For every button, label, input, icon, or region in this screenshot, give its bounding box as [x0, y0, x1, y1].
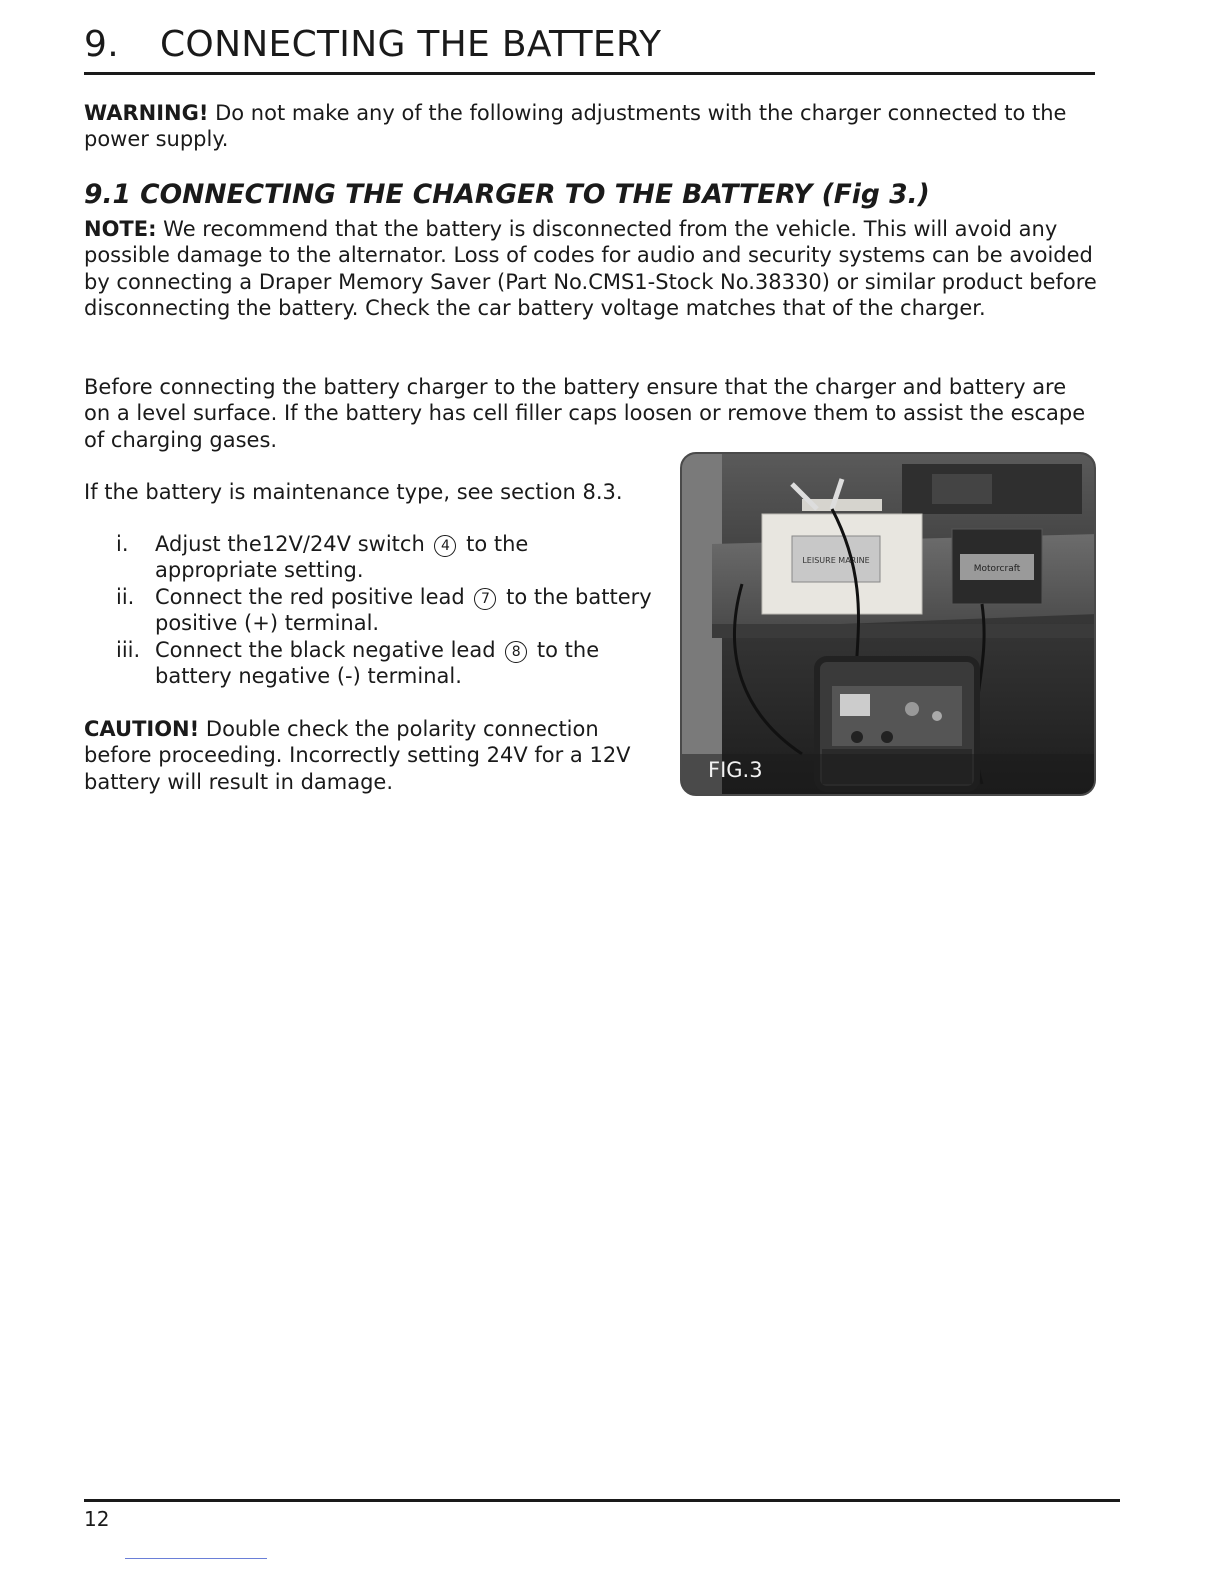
callout-ref: 7 — [474, 588, 496, 610]
warning-paragraph — [84, 100, 1094, 153]
warning-text: Do not make any of the following adjustments with the charger connected to the power supply. — [84, 101, 1067, 152]
step-text: Adjust the12V/24V switch — [155, 532, 425, 556]
maintenance-paragraph: If the battery is maintenance type, see section 8.3. — [84, 480, 623, 504]
note-paragraph — [84, 216, 1104, 322]
caution-label: CAUTION! — [84, 717, 200, 741]
step-text: Connect the black negative lead — [155, 637, 496, 662]
section-number: 9. — [84, 24, 119, 65]
list-item — [84, 584, 654, 637]
step-text: to the battery negative (-) terminal. — [155, 637, 600, 689]
title-rule — [84, 72, 1095, 75]
battery-charger-photo — [682, 454, 1096, 796]
page-title — [84, 22, 1094, 68]
step-marker: ii. — [116, 584, 135, 609]
steps-list — [84, 531, 654, 689]
caution-paragraph — [84, 716, 644, 795]
link-underline — [125, 1558, 267, 1559]
figure-photo — [680, 452, 1096, 796]
page-number: 12 — [84, 1507, 110, 1531]
note-label: NOTE: — [84, 217, 157, 241]
footer-rule — [84, 1499, 1120, 1502]
step-text: Connect the red positive lead — [155, 584, 465, 609]
subsection-heading: 9.1 CONNECTING THE CHARGER TO THE BATTERY (Fig 3.) — [84, 179, 930, 210]
surface-paragraph: Before connecting the battery charger to the battery ensure that the charger and battery are on a level surface. If the battery has cell filler caps loosen or remove them to assist the escape of charging gases. — [84, 375, 1086, 452]
list-item — [84, 531, 654, 584]
callout-ref: 8 — [505, 641, 527, 663]
list-item — [84, 637, 654, 690]
step-marker: i. — [116, 532, 129, 556]
note-text: We recommend that the battery is disconnected from the vehicle. This will avoid any possible damage to the alternator. Loss of codes for audio and security systems can be avoided by connecting a Draper Memory Saver (Part No.CMS1-Stock No.38330) or similar product before disconnecting the battery. Check the car battery voltage matches that of the charger. — [84, 217, 1097, 321]
leisure-battery — [762, 499, 922, 614]
callout-ref: 4 — [434, 535, 456, 557]
caution-text: Double check the polarity connection before proceeding. Incorrectly setting 24V for a 12V battery will result in damage. — [84, 717, 631, 794]
step-text: to the battery positive (+) terminal. — [155, 584, 652, 636]
section-title: CONNECTING THE BATTERY — [160, 24, 662, 65]
warning-label: WARNING! — [84, 101, 209, 125]
battery-label: LEISURE MARINE — [802, 556, 870, 565]
figure-label: FIG.3 — [708, 758, 763, 782]
second-battery-label: Motorcraft — [973, 564, 1021, 574]
step-text: to the appropriate setting. — [155, 532, 529, 583]
second-battery — [952, 529, 1042, 604]
step-marker: iii. — [116, 637, 141, 662]
